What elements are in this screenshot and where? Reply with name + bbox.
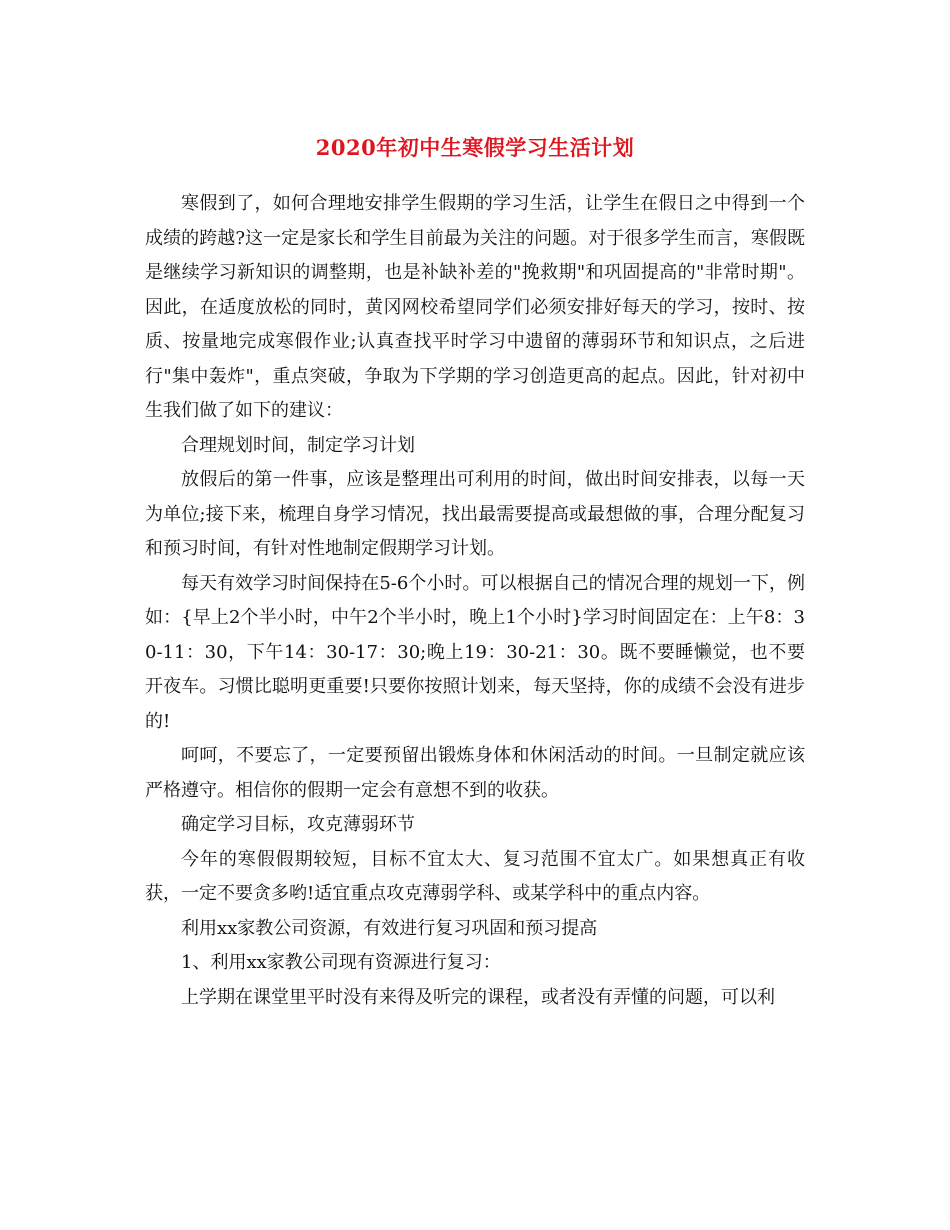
heading-goals: 确定学习目标，攻克薄弱环节	[181, 814, 415, 835]
list-item-review: 1、利用xx家教公司现有资源进行复习：	[181, 952, 501, 973]
paragraph-intro: 寒假到了，如何合理地安排学生假期的学习生活，让学生在假日之中得到一个成绩的跨越?这一定是家长和学生目前最为关注的问题。对于很多学生而言，寒假既是继续学习新知识的调整期，也是补缺补差的"挽救期"和巩固提高的"非常时期"。因此，在适度放松的同时，黄冈网校希望同学们必须安排好每天的学习，按时、按质、按量地完成寒假作业;认真查找平时学习中遗留的薄弱环节和知识点，之后进行"集中轰炸"，重点突破，争取为下学期的学习创造更高的起点。因此，针对初中生我们做了如下的建议：	[145, 193, 805, 421]
paragraph-goals: 今年的寒假假期较短，目标不宜太大、复习范围不宜太广。如果想真正有收获，一定不要贪多哟!适宜重点攻克薄弱学科、或某学科中的重点内容。	[145, 848, 805, 904]
heading-plan-time: 合理规划时间，制定学习计划	[181, 434, 415, 456]
document-body	[145, 187, 805, 1015]
paragraph-study-hours: 每天有效学习时间保持在5-6个小时。可以根据自己的情况合理的规划一下，例如：{早上2个半小时，中午2个半小时，晚上1个小时}学习时间固定在：上午8：30-11：30，下午14：30-17：30;晚上19：30-21：30。既不要睡懒觉，也不要开夜车。习惯比聪明更重要!只要你按照计划来，每天坚持，你的成绩不会没有进步的!	[145, 572, 805, 732]
document-title: 2020年初中生寒假学习生活计划	[315, 135, 635, 160]
paragraph-exercise: 呵呵，不要忘了，一定要预留出锻炼身体和休闲活动的时间。一旦制定就应该严格遵守。相信你的假期一定会有意想不到的收获。	[145, 745, 805, 801]
paragraph-review: 上学期在课堂里平时没有来得及听完的课程，或者没有弄懂的问题，可以利	[181, 986, 775, 1008]
heading-resources: 利用xx家教公司资源，有效进行复习巩固和预习提高	[181, 917, 598, 939]
paragraph-schedule: 放假后的第一件事，应该是整理出可利用的时间，做出时间安排表，以每一天为单位;接下来，梳理自身学习情况，找出最需要提高或最想做的事，合理分配复习和预习时间，有针对性地制定假期学习计划。	[145, 469, 805, 559]
